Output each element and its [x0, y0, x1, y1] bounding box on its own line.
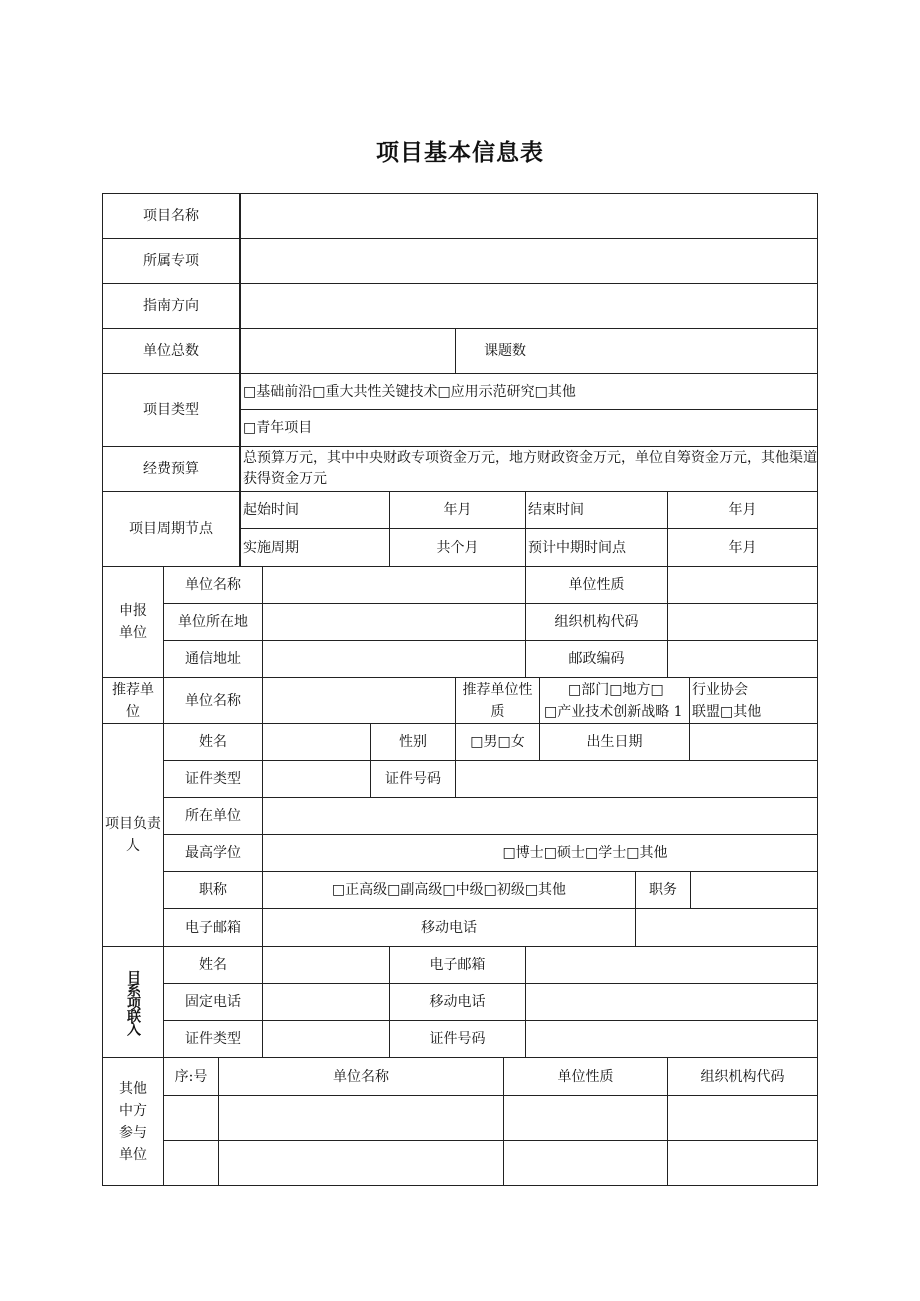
participant-row2-seq[interactable] [163, 1140, 219, 1186]
contact-mobile-label: 移动电话 [389, 983, 526, 1021]
participant-row2-unit-name[interactable] [218, 1140, 504, 1186]
recommender-nature-label: 推荐单位性质 [455, 677, 540, 724]
leader-degree-options[interactable]: □博士□硕士□学士□其他 [262, 834, 818, 872]
contact-id-number-label: 证件号码 [389, 1020, 526, 1058]
label-impl-period: 实施周期 [240, 528, 390, 567]
leader-id-number-field[interactable] [455, 760, 818, 798]
leader-unit-label: 所在单位 [163, 797, 263, 835]
label-participants: 其他中方参与单位 [102, 1057, 164, 1186]
contact-label-text: 目系项联入 [125, 969, 141, 1035]
contact-name-label: 姓名 [163, 946, 263, 984]
label-guide-direction: 指南方向 [102, 283, 240, 329]
leader-id-number-label: 证件号码 [370, 760, 456, 798]
leader-mobile-field[interactable] [635, 908, 818, 947]
applicant-address-label: 通信地址 [163, 640, 263, 678]
applicant-unit-name-label: 单位名称 [163, 566, 263, 604]
applicant-unit-nature-label: 单位性质 [525, 566, 668, 604]
label-project-name: 项目名称 [102, 193, 240, 239]
contact-phone-field[interactable] [262, 983, 390, 1021]
leader-gender-label: 性别 [370, 723, 456, 761]
leader-id-type-field[interactable] [262, 760, 371, 798]
contact-id-number-field[interactable] [525, 1020, 818, 1058]
participants-org-code-header: 组织机构代码 [667, 1057, 818, 1096]
recommender-options-line4[interactable]: 联盟□其他 [692, 703, 762, 720]
leader-gender-options[interactable]: □男□女 [455, 723, 540, 761]
applicant-postcode-field[interactable] [667, 640, 818, 678]
participants-unit-name-header: 单位名称 [218, 1057, 504, 1096]
participant-row1-unit-name[interactable] [218, 1095, 504, 1141]
start-year-month[interactable]: 年月 [389, 491, 526, 529]
leader-id-type-label: 证件类型 [163, 760, 263, 798]
label-special-program: 所属专项 [102, 238, 240, 284]
label-budget: 经费预算 [102, 446, 240, 492]
recommender-options-line2[interactable]: □产业技术创新战略 1 [544, 703, 683, 720]
contact-mobile-field[interactable] [525, 983, 818, 1021]
recommender-options-line1[interactable]: □部门□地方□ [568, 681, 664, 698]
label-recommender: 推荐单位 [102, 677, 164, 724]
leader-unit-field[interactable] [262, 797, 818, 835]
field-unit-count[interactable] [240, 328, 456, 374]
leader-name-label: 姓名 [163, 723, 263, 761]
participant-row2-org-code[interactable] [667, 1140, 818, 1186]
leader-title-label: 职称 [163, 871, 263, 909]
applicant-address-field[interactable] [262, 640, 526, 678]
participant-row2-unit-nature[interactable] [503, 1140, 668, 1186]
applicant-unit-nature-field[interactable] [667, 566, 818, 604]
label-applicant: 申报单位 [102, 566, 164, 678]
applicant-org-code-label: 组织机构代码 [525, 603, 668, 641]
participants-seq-header: 序:号 [163, 1057, 219, 1096]
contact-name-field[interactable] [262, 946, 390, 984]
applicant-org-code-field[interactable] [667, 603, 818, 641]
end-year-month[interactable]: 年月 [667, 491, 818, 529]
mid-year-month[interactable]: 年月 [667, 528, 818, 567]
recommender-nature-options-2[interactable] [689, 677, 818, 724]
recommender-unit-name-label: 单位名称 [163, 677, 263, 724]
leader-email-label: 电子邮箱 [163, 908, 263, 947]
contact-phone-label: 固定电话 [163, 983, 263, 1021]
recommender-unit-name-field[interactable] [262, 677, 456, 724]
project-type-options[interactable]: □基础前沿□重大共性关键技术□应用示范研究□其他 [240, 373, 818, 410]
applicant-location-field[interactable] [262, 603, 526, 641]
leader-position-label: 职务 [635, 871, 691, 909]
label-leader: 项目负责人 [102, 723, 164, 947]
total-months[interactable]: 共个月 [389, 528, 526, 567]
label-cycle: 项目周期节点 [102, 491, 240, 567]
label-mid-point: 预计中期时间点 [525, 528, 668, 567]
project-type-youth[interactable]: □青年项目 [240, 409, 818, 447]
leader-title-options[interactable]: □正高级□副高级□中级□初级□其他 [262, 871, 636, 909]
recommender-options-line3[interactable]: 行业协会 [692, 681, 748, 698]
page-title: 项目基本信息表 [376, 140, 544, 166]
label-contact [102, 946, 164, 1058]
field-special-program[interactable] [240, 238, 818, 284]
field-project-name[interactable] [240, 193, 818, 239]
label-subject-count: 课题数 [455, 328, 818, 374]
recommender-nature-options[interactable] [539, 677, 690, 724]
applicant-location-label: 单位所在地 [163, 603, 263, 641]
label-start-time: 起始时间 [240, 491, 390, 529]
leader-birth-label: 出生日期 [539, 723, 690, 761]
leader-position-field[interactable] [690, 871, 818, 909]
participants-unit-nature-header: 单位性质 [503, 1057, 668, 1096]
participant-row1-org-code[interactable] [667, 1095, 818, 1141]
leader-birth-field[interactable] [689, 723, 818, 761]
leader-mobile-label: 移动电话 [262, 908, 636, 947]
participant-row1-unit-nature[interactable] [503, 1095, 668, 1141]
participant-row1-seq[interactable] [163, 1095, 219, 1141]
label-end-time: 结束时间 [525, 491, 668, 529]
contact-id-type-field[interactable] [262, 1020, 390, 1058]
label-unit-count: 单位总数 [102, 328, 240, 374]
contact-id-type-label: 证件类型 [163, 1020, 263, 1058]
budget-text: 总预算万元，其中中央财政专项资金万元，地方财政资金万元，单位自筹资金万元，其他渠道获得资金万元 [240, 446, 818, 492]
leader-name-field[interactable] [262, 723, 371, 761]
label-project-type: 项目类型 [102, 373, 240, 447]
leader-degree-label: 最高学位 [163, 834, 263, 872]
applicant-unit-name-field[interactable] [262, 566, 526, 604]
contact-email-label: 电子邮箱 [389, 946, 526, 984]
field-guide-direction[interactable] [240, 283, 818, 329]
contact-email-field[interactable] [525, 946, 818, 984]
applicant-postcode-label: 邮政编码 [525, 640, 668, 678]
